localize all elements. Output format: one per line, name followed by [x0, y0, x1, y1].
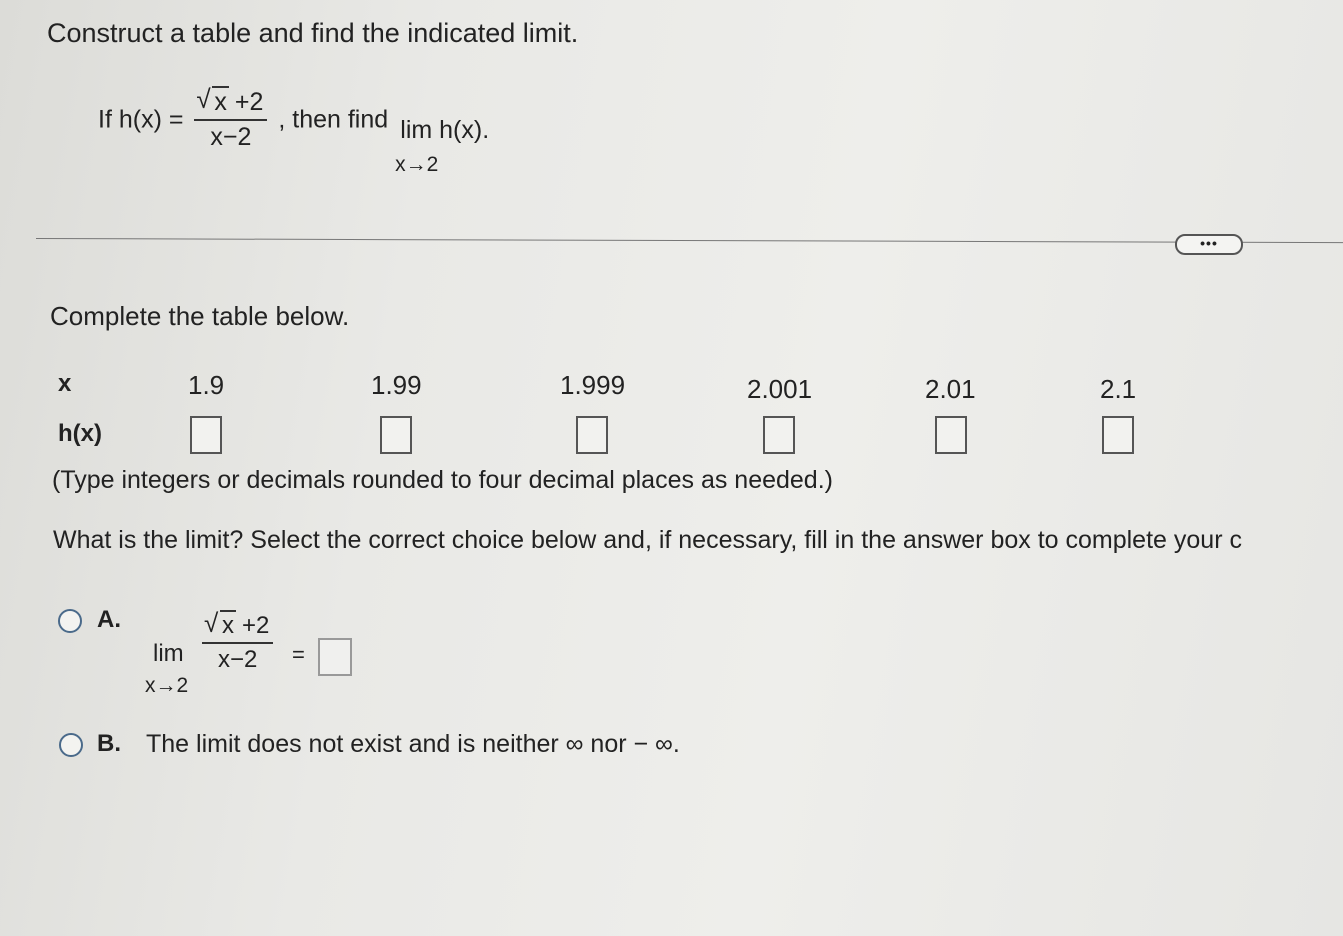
more-options-button[interactable]: •••	[1175, 234, 1243, 255]
section-divider	[36, 238, 1343, 243]
limit-expression	[395, 116, 494, 177]
function-fraction	[194, 88, 267, 152]
limit-question: What is the limit? Select the correct choice below and, if necessary, fill in the answer box to complete your c	[53, 526, 1242, 554]
x-value: 1.99	[371, 370, 422, 400]
choice-a-lim-subscript: x→2	[145, 674, 189, 697]
lim-function: h(x).	[439, 116, 490, 144]
x-value: 1.9	[188, 370, 225, 400]
choice-a-radio[interactable]	[58, 609, 82, 633]
choice-a-denominator: x−2	[218, 646, 258, 673]
h-value-input[interactable]	[190, 416, 222, 454]
radicand: x	[214, 88, 227, 116]
h-value-input[interactable]	[576, 416, 608, 454]
x-value: 2.1	[1100, 374, 1137, 404]
rounding-note: (Type integers or decimals rounded to four decimal places as needed.)	[52, 466, 833, 494]
x-row-label: x	[58, 370, 72, 397]
h-value-input[interactable]	[935, 416, 967, 454]
choice-a-answer-input[interactable]	[318, 638, 352, 676]
h-value-input[interactable]	[380, 416, 412, 454]
choice-b-letter: B.	[97, 730, 121, 757]
problem-statement	[98, 88, 494, 178]
choice-a-letter: A.	[97, 606, 121, 633]
choice-b-text: The limit does not exist and is neither ∞ nor − ∞.	[146, 730, 680, 758]
numerator-suffix: +2	[234, 88, 264, 116]
choice-a-lim-word: lim	[153, 640, 184, 667]
sqrt-symbol: √ x	[206, 612, 236, 640]
choice-b-radio[interactable]	[59, 733, 83, 757]
x-value: 2.01	[925, 374, 976, 404]
h-value-input[interactable]	[1102, 416, 1134, 454]
lim-word: lim	[400, 116, 433, 144]
denominator: x−2	[210, 123, 252, 151]
lim-subscript: x→2	[395, 153, 439, 176]
problem-middle: , then find	[278, 105, 389, 134]
choice-a-limit	[145, 612, 189, 698]
problem-prefix: If h(x) =	[98, 105, 184, 134]
x-value: 1.999	[560, 370, 626, 400]
table-prompt: Complete the table below.	[50, 301, 350, 331]
x-value: 2.001	[747, 374, 813, 404]
choice-a-equals: =	[292, 642, 305, 667]
h-row-label: h(x)	[58, 420, 102, 447]
h-value-input[interactable]	[763, 416, 795, 454]
choice-a-fraction: √ $\frac{x +2}{x-2}$	[202, 612, 273, 674]
instruction-text: Construct a table and find the indicated limit.	[47, 18, 579, 48]
sqrt-symbol	[198, 88, 229, 117]
